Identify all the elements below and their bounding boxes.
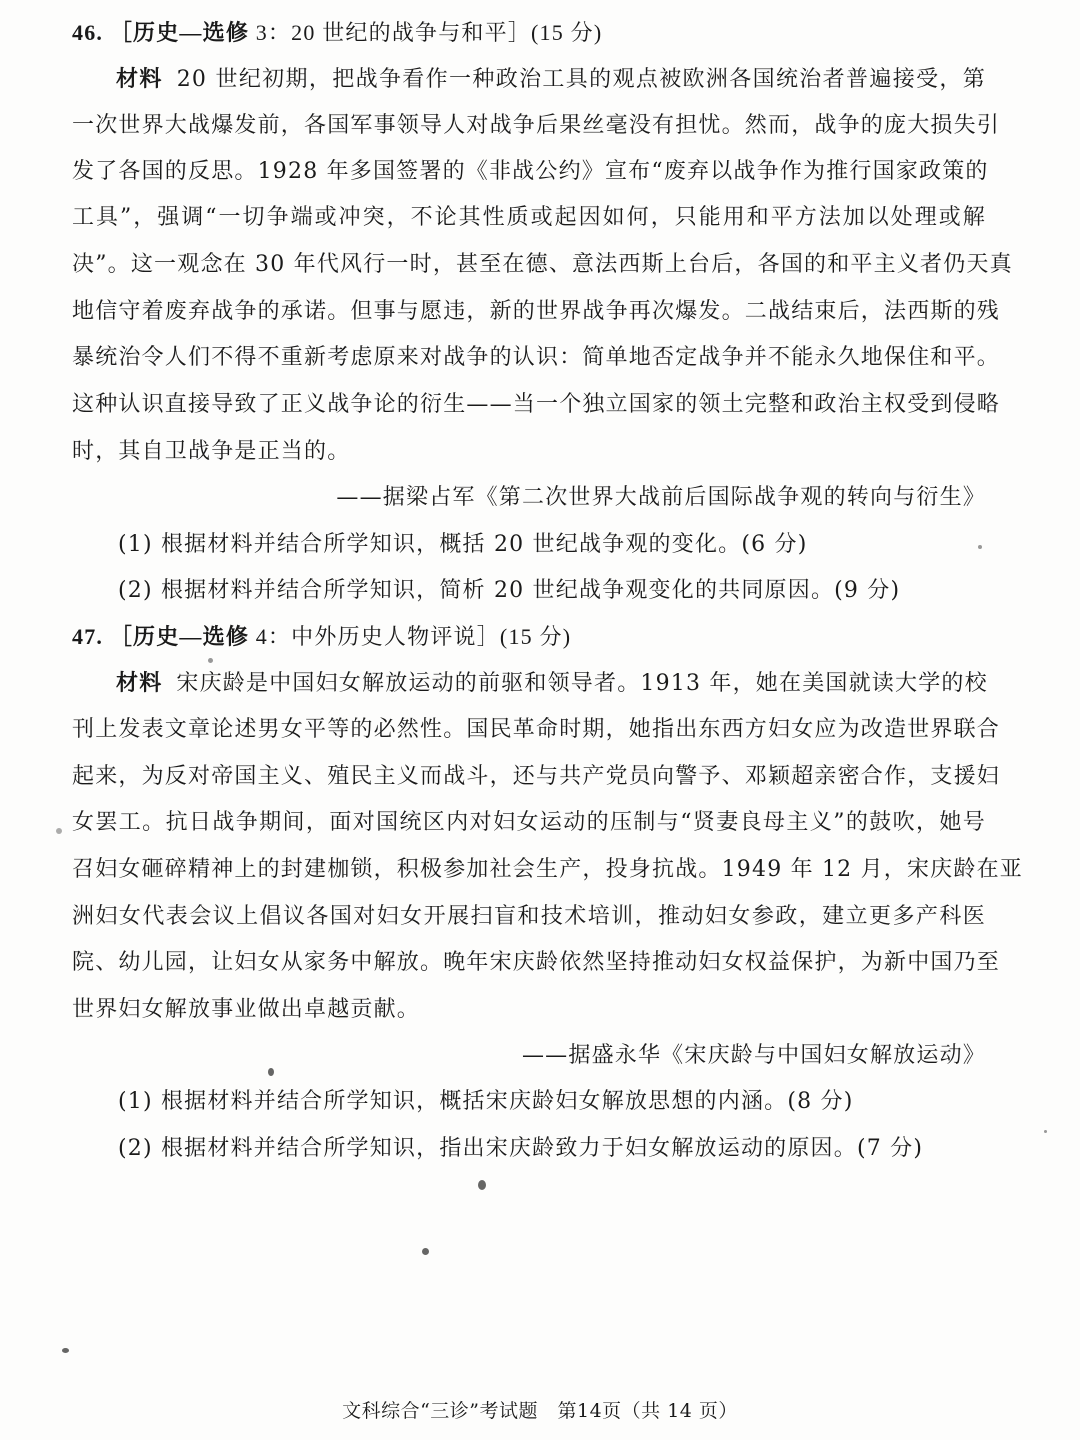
q47-material-line-4: 召妇女砸碎精神上的封建枷锁，积极参加社会生产，投身抗战。1949 年 12 月，宋庆龄在亚 bbox=[72, 857, 1023, 882]
scan-speck bbox=[62, 1348, 69, 1353]
q47-title-rest: 4：中外历史人物评说］(15 分) bbox=[249, 624, 572, 649]
q46-source-citation: ——据梁占军《第二次世界大战前后国际战争观的转向与衍生》 bbox=[336, 485, 986, 510]
q46-material-line-7: 这种认识直接导致了正义战争论的衍生——当一个独立国家的领土完整和政治主权受到侵略 bbox=[72, 392, 1001, 417]
q47-heading bbox=[72, 622, 571, 652]
q46-material-line-0 bbox=[116, 64, 986, 95]
q47-material-text: 宋庆龄是中国妇女解放运动的前驱和领导者。1913 年，她在美国就读大学的校 bbox=[176, 671, 988, 696]
q46-title-bold: ［历史—选修 bbox=[109, 20, 250, 45]
scan-speck bbox=[208, 658, 213, 663]
q46-question-2: (2) 根据材料并结合所学知识，简析 20 世纪战争观变化的共同原因。(9 分) bbox=[118, 578, 901, 603]
scan-speck bbox=[422, 1248, 429, 1255]
scan-speck bbox=[56, 828, 62, 834]
q47-number: 47. bbox=[72, 624, 104, 649]
q47-material-line-2: 起来，为反对帝国主义、殖民主义而战斗，还与共产党员向警予、邓颖超亲密合作，支援妇 bbox=[72, 764, 1001, 789]
q46-material-label: 材料 bbox=[116, 66, 163, 92]
q47-question-1: (1) 根据材料并结合所学知识，概括宋庆龄妇女解放思想的内涵。(8 分) bbox=[118, 1089, 854, 1114]
scan-speck bbox=[478, 1180, 486, 1190]
scan-speck bbox=[268, 1068, 274, 1076]
q46-material-line-5: 地信守着废弃战争的承诺。但事与愿违，新的世界战争再次爆发。二战结束后，法西斯的残 bbox=[72, 299, 1001, 324]
q46-material-line-2: 发了各国的反思。1928 年多国签署的《非战公约》宣布“废弃以战争作为推行国家政策的 bbox=[72, 159, 989, 184]
q46-title-rest: 3：20 世纪的战争与和平］(15 分) bbox=[249, 20, 603, 45]
q46-material-line-6: 暴统治令人们不得不重新考虑原来对战争的认识：简单地否定战争并不能永久地保住和平。 bbox=[72, 345, 1001, 370]
q47-material-label: 材料 bbox=[116, 670, 163, 696]
q47-material-line-1: 刊上发表文章论述男女平等的必然性。国民革命时期，她指出东西方妇女应为改造世界联合 bbox=[72, 717, 1001, 742]
q47-title-bold: ［历史—选修 bbox=[109, 624, 250, 649]
q47-material-line-3: 女罢工。抗日战争期间，面对国统区内对妇女运动的压制与“贤妻良母主义”的鼓吹，她号 bbox=[72, 810, 986, 835]
q46-number: 46. bbox=[72, 20, 104, 45]
q47-material-line-0 bbox=[116, 668, 986, 699]
q47-source-citation: ——据盛永华《宋庆龄与中国妇女解放运动》 bbox=[521, 1043, 986, 1068]
q46-material-line-4: 决”。这一观念在 30 年代风行一时，甚至在德、意法西斯上台后，各国的和平主义者仍天真 bbox=[72, 252, 1013, 277]
page-footer: 文科综合“三诊”考试题 第14页（共 14 页） bbox=[342, 1400, 738, 1422]
q46-material-line-1: 一次世界大战爆发前，各国军事领导人对战争后果丝毫没有担忧。然而，战争的庞大损失引 bbox=[72, 113, 1001, 138]
q46-heading bbox=[72, 18, 602, 48]
q47-material-line-6: 院、幼儿园，让妇女从家务中解放。晚年宋庆龄依然坚持推动妇女权益保护，为新中国乃至 bbox=[72, 950, 1001, 975]
q46-material-line-8: 时，其自卫战争是正当的。 bbox=[72, 439, 351, 464]
q47-question-2: (2) 根据材料并结合所学知识，指出宋庆龄致力于妇女解放运动的原因。(7 分) bbox=[118, 1136, 924, 1161]
q46-question-1: (1) 根据材料并结合所学知识，概括 20 世纪战争观的变化。(6 分) bbox=[118, 532, 808, 557]
q47-material-line-5: 洲妇女代表会议上倡议各国对妇女开展扫盲和技术培训，推动妇女参政，建立更多产科医 bbox=[72, 904, 986, 929]
q47-material-line-7: 世界妇女解放事业做出卓越贡献。 bbox=[72, 997, 421, 1022]
scan-speck bbox=[1044, 1130, 1047, 1133]
q46-material-text: 20 世纪初期，把战争看作一种政治工具的观点被欧洲各国统治者普遍接受，第 bbox=[176, 67, 986, 92]
scan-speck bbox=[978, 545, 982, 549]
q46-material-line-3: 工具”，强调“一切争端或冲突，不论其性质或起因如何，只能用和平方法加以处理或解 bbox=[72, 205, 986, 230]
